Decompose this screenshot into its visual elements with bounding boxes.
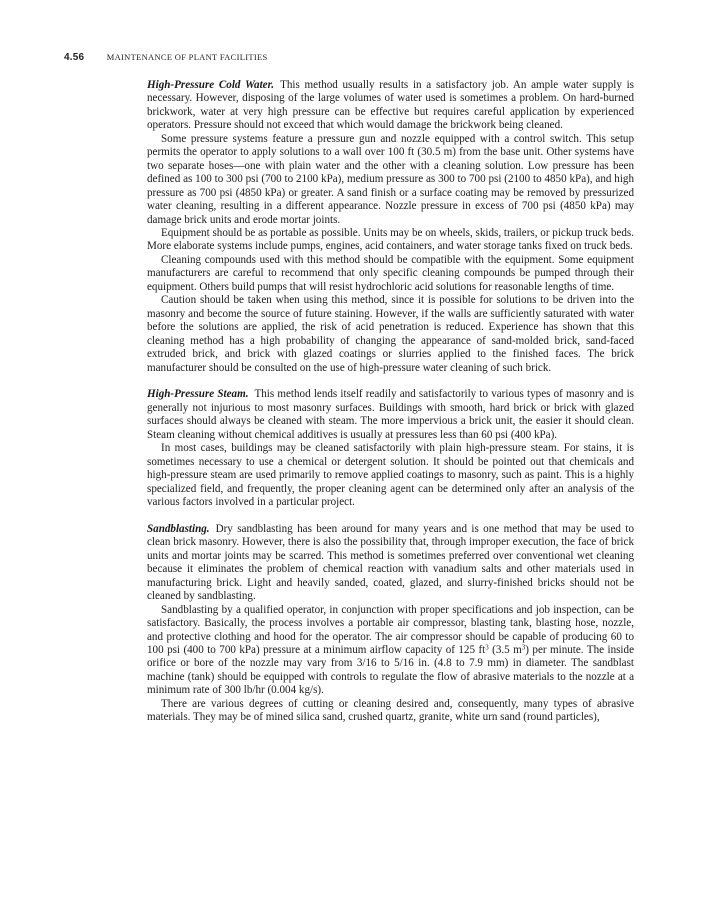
steam-paragraph-2: In most cases, buildings may be cleaned satisfactorily with plain high-pressure steam. For stains, it is sometimes necessary to use a chemical or detergent solution. It should be pointed out that chemicals and high-pressure steam are used primarily to remove applied coatings to masonry, such as paint. This is a highly specialized field, and frequently, the proper cleaning agent can be determined only after an analysis of the various factors involved in a particular project. xyxy=(147,442,634,509)
steam-paragraph-1 xyxy=(147,388,634,442)
sandblasting-p2-part-a: Sandblasting by a qualified operator, in conjunction with proper specifications and job inspection, can be satisfactory. Basically, the process involves a portable air compressor, blasting tank, blasting hose, nozzle, and protective clothing and hood for the operator. The air compressor should be capable of producing 60 to 100 psi (400 to 700 kPa) pressure at a minimum airflow capacity of 125 ft xyxy=(147,603,634,656)
cold-water-paragraph-4: Cleaning compounds used with this method should be compatible with the equipment. Some equipment manufacturers are careful to recommend that only specific cleaning compounds be pumped through their equipment. Others build pumps that will resist hydrochloric acid solutions for reasonable lengths of time. xyxy=(147,253,634,293)
cold-water-paragraph-3: Equipment should be as portable as possible. Units may be on wheels, skids, trailers, or pickup truck beds. More elaborate systems include pumps, engines, acid containers, and water storage tanks fixed on truck beds. xyxy=(147,226,634,253)
fraction-three-sixteenths: 3/16 xyxy=(356,657,377,670)
cold-water-paragraph-5: Caution should be taken when using this method, since it is possible for solutions to be driven into the masonry and become the source of future staining. However, if the walls are sufficiently saturated with water before the solutions are applied, the risk of acid penetration is reduced. Experience has shown that this cleaning method has a high probability of changing the appearance of sand-molded brick, sand-faced extruded brick, and brick with glazed coatings or slurries applied to the finished faces. The brick manufacturer should be consulted on the use of high-pressure water cleaning of such brick. xyxy=(147,294,634,374)
page-number: 4.56 xyxy=(64,52,85,63)
sandblasting-paragraph-3: There are various degrees of cutting or cleaning desired and, consequently, many types of abrasive materials. They may be of mined silica sand, crushed quartz, granite, white urn sand (round particles), xyxy=(147,697,634,724)
sandblasting-paragraph-2 xyxy=(147,604,634,698)
sandblasting-heading: Sandblasting. xyxy=(147,522,210,535)
cold-water-p1-text: This method usually results in a satisfactory job. An ample water supply is necessary. However, disposing of the large volumes of water used is sometimes a problem. On hard-burned brickwork, water at very high pressure can be effective but requires careful application by experienced operators. Pressure should not exceed that which would damage the brickwork being cleaned. xyxy=(147,79,634,132)
running-title: MAINTENANCE OF PLANT FACILITIES xyxy=(106,52,268,62)
steam-heading: High-Pressure Steam. xyxy=(147,388,249,401)
sandblasting-p2-part-d: to xyxy=(376,657,395,670)
sandblasting-p2-part-b: (3.5 m xyxy=(488,644,522,656)
running-header xyxy=(64,52,268,63)
cold-water-paragraph-2: Some pressure systems feature a pressure gun and nozzle equipped with a control switch. This setup permits the operator to apply solutions to a wall over 100 ft (30.5 m) from the base unit. Other systems have two separate hoses—one with plain water and the other with a cleaning solution. Low pressure has been defined as 100 to 300 psi (700 to 2100 kPa), medium pressure as 300 to 700 psi (2100 to 4850 kPa), and high pressure as 700 psi (4850 kPa) or greater. A sand finish or a surface coating may be removed by pressurized water cleaning, resulting in a different appearance. Nozzle pressure in excess of 700 psi (4850 kPa) may damage brick units and erode mortar joints. xyxy=(147,132,634,226)
cold-water-heading: High-Pressure Cold Water. xyxy=(147,79,275,91)
superscript-cubic-m: 3 xyxy=(521,643,526,652)
steam-p1-text: This method lends itself readily and satisfactorily to various types of masonry and is generally not injurious to most masonry surfaces. Buildings with smooth, hard brick or brick with glazed surfaces should always be cleaned with steam. The more impervious a brick unit, the easier it should clean. Steam cleaning without chemical additives is usually at pressures less than 60 psi (400 kPa). xyxy=(147,388,634,441)
sandblasting-paragraph-1 xyxy=(147,523,634,604)
body-text xyxy=(147,79,634,725)
fraction-five-sixteenths: 5/16 xyxy=(394,657,414,670)
sandblasting-p1-text: Dry sandblasting has been around for many years and is one method that may be used to clean brick masonry. However, there is also the possibility that, through improper execution, the face of brick units and mortar joints may be scarred. This method is sometimes preferred over conventional wet cleaning because it eliminates the problem of chemical reaction with vanadium salts and other materials used in manufacturing brick. Light and heavily sanded, coated, glazed, and slurry-finished bricks should not be cleaned by sandblasting. xyxy=(147,522,634,603)
sandblasting-p2-part-e: in. (4.8 to 7.9 mm) in diameter. The sandblast machine (tank) should be equipped with controls to regulate the flow of abrasive materials to the nozzle at a minimum rate of 300 lb/hr (0.004 kg/s). xyxy=(147,657,634,697)
cold-water-paragraph-1 xyxy=(147,79,634,133)
sandblasting-p2-part-c: ) per minute. The inside orifice or bore of the nozzle may vary from xyxy=(147,644,634,670)
superscript-cubic-ft: 3 xyxy=(485,643,489,652)
